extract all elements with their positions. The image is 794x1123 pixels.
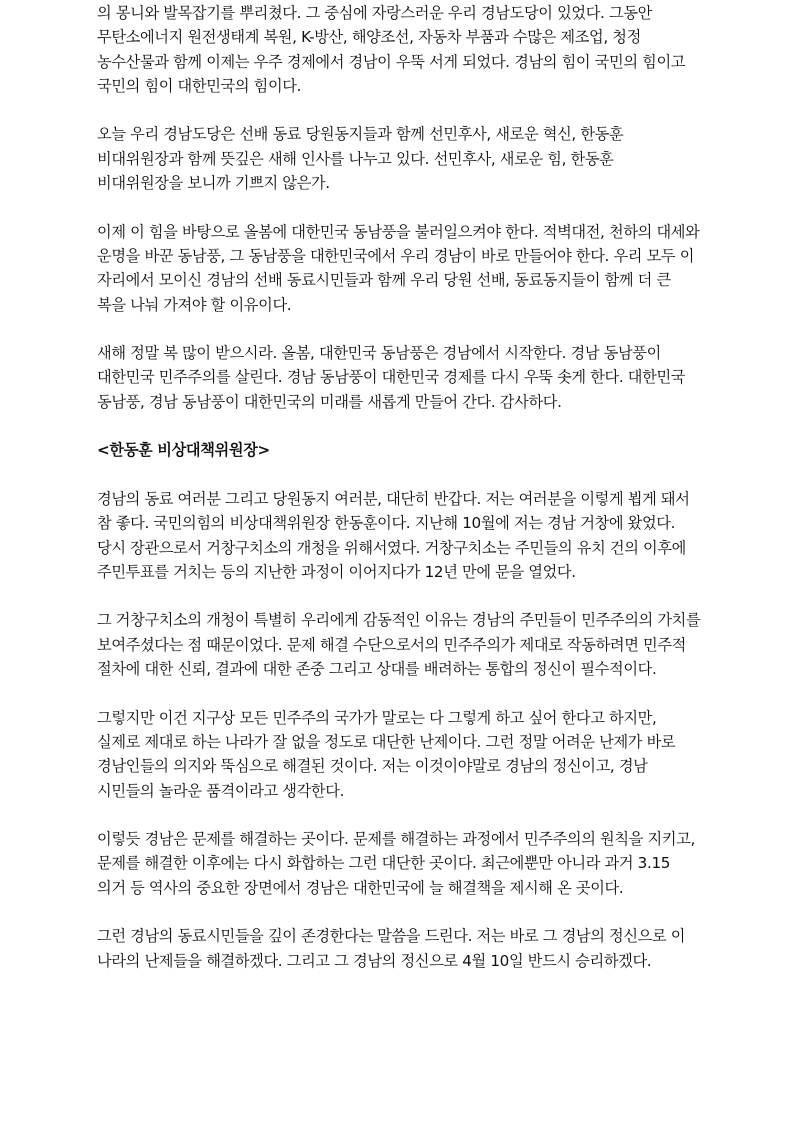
paragraph-problem-solving: 이렇듯 경남은 문제를 해결하는 곳이다. 문제를 해결하는 과정에서 민주주의의 원칙을 지키고, 문제를 해결한 이후에는 다시 화합하는 그런 대단한 곳이다. 최근에뿐만 아니라 과거 3.15 의거 등 역사의 중요한 장면에서 경남은 대한민국에 늘 해결책을 제시해 온 곳이다. [97, 830, 695, 897]
paragraph-gap [97, 803, 701, 827]
paragraph-gap [97, 463, 701, 487]
paragraph-gyeongnam-strength: 의 몽니와 발목잡기를 뿌리쳤다. 그 중심에 자랑스러운 우리 경남도당이 있었다. 그동안 무탄소에너지 원전생태계 복원, K-방산, 해양조선, 자동차 부품과 수많은 제조업, 청정 농수산물과 함께 이제는 우주 경제에서 경남이 우뚝 서게 되었다. 경남의 힘이 국민의 힘이고 국민의 힘이 대한민국의 힘이다. [97, 4, 686, 95]
paragraph-new-year-greeting: 오늘 우리 경남도당은 선배 동료 당원동지들과 함께 선민후사, 새로운 혁신, 한동훈 비대위원장과 함께 뜻깊은 새해 인사를 나누고 있다. 선민후사, 새로운 힘, 한동훈 비대위원장을 보니까 기쁘지 않은가. [97, 125, 624, 193]
speaker-heading: <한동훈 비상대책위원장> [97, 441, 270, 460]
paragraph-gap [97, 681, 701, 705]
paragraph-gap [97, 900, 701, 924]
paragraph-gap [97, 195, 701, 219]
paragraph-gap [97, 584, 701, 608]
paragraph-gap [97, 414, 701, 438]
paragraph-geochang-visit: 경남의 동료 여러분 그리고 당원동지 여러분, 대단히 반갑다. 저는 여러분을 이렇게 뵙게 돼서 참 좋다. 국민의힘의 비상대책위원장 한동훈이다. 지난해 10월에 저는 경남 거창에 왔었다. 당시 장관으로서 거창구치소의 개청을 위해서였다. 거창구치소는 주민들의 유치 건의 이후에 주민투표를 거치는 등의 지난한 과정이 이어지다가 12년 만에 문을 열었다. [97, 489, 690, 581]
document-page [97, 0, 701, 973]
paragraph-gap [97, 98, 701, 122]
paragraph-gap [97, 317, 701, 341]
paragraph-democracy-value: 그 거창구치소의 개청이 특별히 우리에게 감동적인 이유는 경남의 주민들이 민주주의의 가치를 보여주셨다는 점 때문이었다. 문제 해결 수단으로서의 민주주의가 제대로 작동하려면 민주적 절차에 대한 신뢰, 결과에 대한 존중 그리고 상대를 배려하는 통합의 정신이 필수적이다. [97, 611, 701, 679]
paragraph-southeast-wind: 이제 이 힘을 바탕으로 올봄에 대한민국 동남풍을 불러일으켜야 한다. 적벽대전, 천하의 대세와 운명을 바꾼 동남풍, 그 동남풍을 대한민국에서 우리 경남이 바로 만들어야 한다. 우리 모두 이 자리에서 모이신 경남의 선배 동료시민들과 함께 우리 당원 선배, 동료동지들이 함께 더 큰 복을 나눠 가져야 할 이유이다. [97, 222, 700, 314]
paragraph-respect-and-victory: 그런 경남의 동료시민들을 깊이 존경한다는 말씀을 드린다. 저는 바로 그 경남의 정신으로 이 나라의 난제들을 해결하겠다. 그리고 그 경남의 정신으로 4월 10일 반드시 승리하겠다. [97, 927, 686, 970]
paragraph-closing-thanks: 새해 정말 복 많이 받으시라. 올봄, 대한민국 동남풍은 경남에서 시작한다. 경남 동남풍이 대한민국 민주주의를 살린다. 경남 동남풍이 대한민국 경제를 다시 우뚝 솟게 한다. 대한민국 동남풍, 경남 동남풍이 대한민국의 미래를 새롭게 만들어 간다. 감사하다. [97, 344, 686, 411]
paragraph-difficult-problem: 그렇지만 이건 지구상 모든 민주주의 국가가 말로는 다 그렇게 하고 싶어 한다고 하지만, 실제로 제대로 하는 나라가 잘 없을 정도로 대단한 난제이다. 그런 정말 어려운 난제가 바로 경남인들의 의지와 뚝심으로 해결된 것이다. 저는 이것이야말로 경남의 정신이고, 경남 시민들의 놀라운 품격이라고 생각한다. [97, 708, 676, 800]
